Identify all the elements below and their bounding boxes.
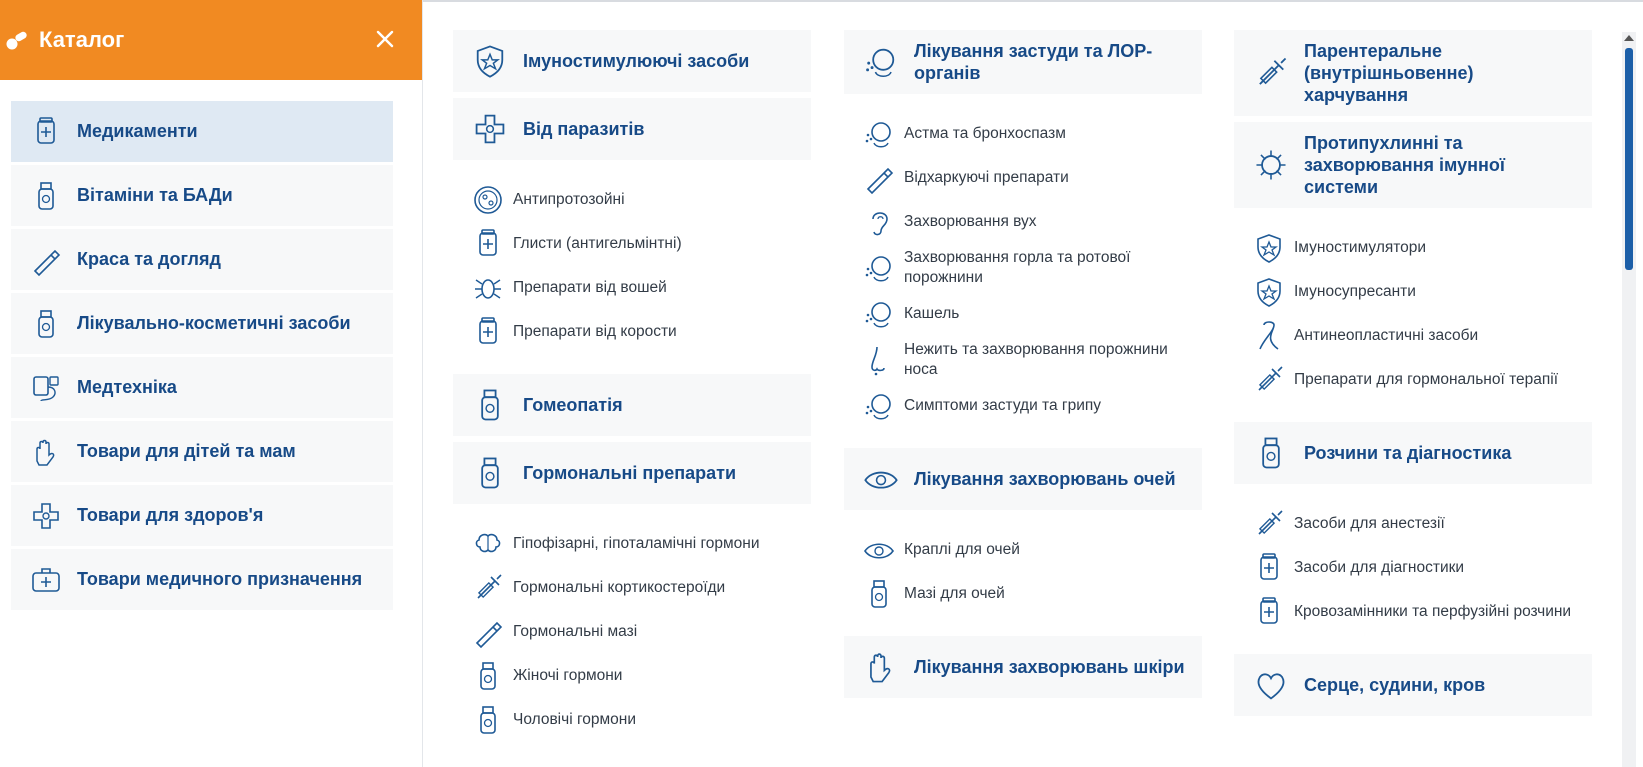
- subcategory-label: Відхаркуючі препарати: [904, 169, 1069, 186]
- subcategory-label: Симптоми застуди та грипу: [904, 397, 1101, 414]
- subcategory-label: Препарати від корости: [513, 323, 677, 340]
- subcategory-link[interactable]: [471, 182, 811, 218]
- eye-ointment-icon: [862, 577, 896, 611]
- subcategory-label: Захворювання горла та ротової порожнини: [904, 249, 1131, 286]
- subcategory-label: Препарати для гормональної терапії: [1294, 371, 1558, 388]
- solutions-icon: [1252, 434, 1290, 472]
- medicine-jar-icon: [471, 315, 505, 349]
- category-title: Гормональні препарати: [523, 463, 737, 483]
- category-column-1: [453, 30, 811, 762]
- immunosuppress-icon: [1252, 275, 1286, 309]
- category-header[interactable]: [1234, 654, 1592, 716]
- sidebar-item-label: Вітаміни та БАДи: [77, 185, 233, 205]
- subcategory-link[interactable]: [1252, 506, 1592, 542]
- category-header[interactable]: [1234, 422, 1592, 484]
- subcategory-label: Гормональні кортикостероїди: [513, 579, 726, 596]
- subcategory-link[interactable]: [1252, 230, 1592, 266]
- cough-icon: [862, 297, 896, 331]
- subcategory-list: [844, 516, 1202, 636]
- catalog-header: [0, 0, 422, 80]
- louse-icon: [471, 271, 505, 305]
- subcategory-label: Кровозамінники та перфузійні розчини: [1294, 603, 1572, 620]
- heart-icon: [1252, 666, 1290, 704]
- category-title: Парентеральне (внутрішньовенне) харчування: [1304, 41, 1474, 105]
- subcategory-label: Препарати від вошей: [513, 279, 667, 296]
- sidebar-item[interactable]: [11, 229, 393, 290]
- category-column-2: [844, 30, 1202, 704]
- sidebar-item-label: Медикаменти: [77, 121, 198, 141]
- medicine-bottle-icon: [29, 115, 63, 149]
- subcategory-link[interactable]: [862, 204, 1202, 240]
- sidebar-item-label: Медтехніка: [77, 377, 177, 397]
- subcategory-link[interactable]: [862, 340, 1202, 380]
- catalog-sidebar: [0, 0, 423, 767]
- subcategory-label: Антинеопластичні засоби: [1294, 327, 1479, 344]
- sidebar-item[interactable]: [11, 101, 393, 162]
- subcategory-link[interactable]: [862, 116, 1202, 152]
- cosmetics-bottles-icon: [29, 307, 63, 341]
- subcategory-list: [1234, 490, 1592, 654]
- anesthesia-icon: [1252, 507, 1286, 541]
- subcategory-link[interactable]: [862, 248, 1202, 288]
- sidebar-item[interactable]: [11, 549, 393, 610]
- category-header[interactable]: [1234, 122, 1592, 208]
- subcategory-link[interactable]: [471, 658, 811, 694]
- subcategory-label: Мазі для очей: [904, 585, 1005, 602]
- subcategory-list: [453, 166, 811, 374]
- cream-tube-icon: [29, 243, 63, 277]
- subcategory-label: Жіночі гормони: [513, 667, 623, 684]
- subcategory-link[interactable]: [471, 614, 811, 650]
- subcategory-label: Імуностимулятори: [1294, 239, 1427, 256]
- category-header[interactable]: [844, 448, 1202, 510]
- category-header[interactable]: [453, 30, 811, 92]
- subcategory-label: Імуносупресанти: [1294, 283, 1416, 300]
- inhaler-icon: [862, 117, 896, 151]
- subcategory-label: Краплі для очей: [904, 541, 1020, 558]
- subcategory-link[interactable]: [1252, 550, 1592, 586]
- sidebar-item[interactable]: [11, 165, 393, 226]
- parasite-cross-icon: [471, 110, 509, 148]
- hormone-bottles-icon: [471, 454, 509, 492]
- category-title: Розчини та діагностика: [1304, 443, 1512, 463]
- subcategory-label: Антипротозойні: [513, 191, 625, 208]
- subcategory-link[interactable]: [1252, 318, 1592, 354]
- subcategory-list: [844, 100, 1202, 448]
- hands-heart-icon: [29, 435, 63, 469]
- immunity-shield-icon: [1252, 231, 1286, 265]
- syrup-spoon-icon: [862, 161, 896, 195]
- brain-icon: [471, 527, 505, 561]
- subcategory-link[interactable]: [1252, 362, 1592, 398]
- catalog-menu: [11, 101, 393, 613]
- ointment-tube-icon: [471, 615, 505, 649]
- category-header[interactable]: [844, 30, 1202, 94]
- subcategory-link[interactable]: [862, 388, 1202, 424]
- nose-icon: [862, 343, 896, 377]
- subcategory-label: Чоловічі гормони: [513, 711, 637, 728]
- subcategory-link[interactable]: [1252, 594, 1592, 630]
- sidebar-item-label: Товари для дітей та мам: [77, 441, 296, 461]
- subcategory-list: [1234, 214, 1592, 422]
- category-header[interactable]: [453, 98, 811, 160]
- subcategory-link[interactable]: [862, 160, 1202, 196]
- female-hormone-icon: [471, 659, 505, 693]
- category-title: Імуностимулюючі засоби: [523, 51, 750, 71]
- sidebar-item[interactable]: [11, 293, 393, 354]
- subcategory-link[interactable]: [862, 576, 1202, 612]
- immunity-shield-icon: [471, 42, 509, 80]
- sidebar-item-label: Лікувально-косметичні засоби: [77, 313, 351, 333]
- subcategory-label: Захворювання вух: [904, 213, 1037, 230]
- sidebar-item[interactable]: [11, 421, 393, 482]
- male-hormone-icon: [471, 703, 505, 737]
- homeopathy-icon: [471, 386, 509, 424]
- pill-jar-icon: [471, 227, 505, 261]
- category-title: Протипухлинні та захворювання імунної системи: [1304, 133, 1505, 197]
- subcategory-link[interactable]: [471, 570, 811, 606]
- eye-drops-icon: [862, 460, 900, 498]
- sidebar-item-label: Краса та догляд: [77, 249, 221, 269]
- iv-bag-icon: [1252, 595, 1286, 629]
- subcategory-list: [453, 510, 811, 762]
- flu-icon: [862, 389, 896, 423]
- category-title: Лікування захворювань очей: [914, 469, 1176, 489]
- subcategory-link[interactable]: [471, 526, 811, 562]
- subcategory-label: Глисти (антигельмінтні): [513, 235, 682, 252]
- subcategory-link[interactable]: [471, 702, 811, 738]
- subcategory-label: Нежить та захворювання порожнини носа: [904, 341, 1168, 378]
- throat-icon: [862, 251, 896, 285]
- hormone-therapy-icon: [1252, 363, 1286, 397]
- eye-dropper-icon: [862, 533, 896, 567]
- subcategory-link[interactable]: [471, 270, 811, 306]
- category-header[interactable]: [453, 374, 811, 436]
- subcategory-label: Астма та бронхоспазм: [904, 125, 1066, 142]
- first-aid-kit-icon: [29, 563, 63, 597]
- cancer-ribbon-icon: [1252, 319, 1286, 353]
- category-header[interactable]: [1234, 30, 1592, 116]
- diagnostics-icon: [1252, 551, 1286, 585]
- category-title: Серце, судини, кров: [1304, 675, 1486, 695]
- subcategory-link[interactable]: [862, 532, 1202, 568]
- category-column-3: [1234, 30, 1592, 722]
- scrollbar-thumb[interactable]: [1625, 48, 1633, 270]
- ear-icon: [862, 205, 896, 239]
- catalog-title: Каталог: [39, 27, 125, 52]
- subcategory-link[interactable]: [1252, 274, 1592, 310]
- pills-icon: [6, 30, 28, 52]
- subcategory-link[interactable]: [471, 226, 811, 262]
- category-title: Лікування застуди та ЛОР-органів: [914, 41, 1153, 83]
- category-title: Гомеопатія: [523, 395, 623, 415]
- category-header[interactable]: [453, 442, 811, 504]
- category-header[interactable]: [844, 636, 1202, 698]
- subcategory-link[interactable]: [471, 314, 811, 350]
- health-cross-icon: [29, 499, 63, 533]
- skin-hand-icon: [862, 648, 900, 686]
- syringe-icon: [1252, 54, 1290, 92]
- sidebar-item-label: Товари медичного призначення: [77, 569, 363, 589]
- medical-device-icon: [29, 371, 63, 405]
- sidebar-item[interactable]: [11, 357, 393, 418]
- close-icon[interactable]: [374, 28, 396, 50]
- petri-dish-icon: [471, 183, 505, 217]
- virus-cell-icon: [1252, 146, 1290, 184]
- subcategory-link[interactable]: [862, 296, 1202, 332]
- subcategory-label: Засоби для анестезії: [1294, 515, 1445, 532]
- sidebar-item[interactable]: [11, 485, 393, 546]
- subcategory-label: Засоби для діагностики: [1294, 559, 1465, 576]
- cold-face-icon: [862, 43, 900, 81]
- category-title: Від паразитів: [523, 119, 645, 139]
- category-title: Лікування захворювань шкіри: [914, 657, 1185, 677]
- sidebar-item-label: Товари для здоров'я: [77, 505, 264, 525]
- subcategory-label: Кашель: [904, 305, 960, 322]
- subcategory-label: Гіпофізарні, гіпоталамічні гормони: [513, 535, 760, 552]
- syringe-vial-icon: [471, 571, 505, 605]
- vitamins-jar-icon: [29, 179, 63, 213]
- subcategory-label: Гормональні мазі: [513, 623, 638, 640]
- scroll-up-arrow-icon[interactable]: [1624, 35, 1634, 41]
